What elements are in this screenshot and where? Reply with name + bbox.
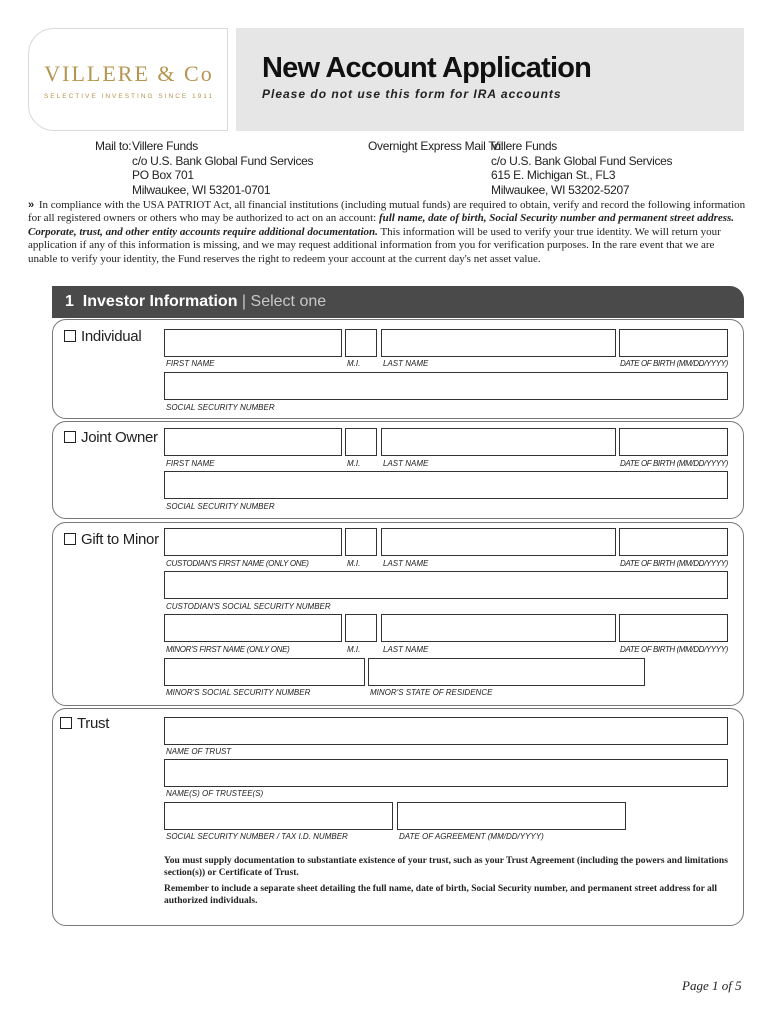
checkbox-icon[interactable] (60, 717, 72, 729)
joint-owner-option[interactable] (64, 429, 158, 446)
custodian-dob-input[interactable] (619, 528, 728, 556)
minor-last-name-input[interactable] (381, 614, 616, 642)
section-header (52, 286, 744, 318)
double-chevron-icon: » (28, 199, 35, 211)
minor-first-name-input[interactable] (164, 614, 342, 642)
field-label: M.I. (347, 559, 361, 568)
section-name: Investor Information (82, 293, 238, 310)
compliance-notice (28, 199, 746, 266)
minor-state-input[interactable] (368, 658, 645, 686)
field-label: LAST NAME (383, 559, 429, 568)
field-label: SOCIAL SECURITY NUMBER (166, 502, 275, 511)
trust-label: Trust (77, 715, 110, 732)
overnight-line: Villere Funds (491, 139, 557, 153)
overnight-line: c/o U.S. Bank Global Fund Services (491, 153, 673, 168)
gift-to-minor-label: Gift to Minor (81, 531, 159, 548)
checkbox-icon[interactable] (64, 431, 76, 443)
custodian-last-name-input[interactable] (381, 528, 616, 556)
trust-authorized-note: Remember to include a separate sheet detailing the full name, date of birth, Social Security number, and permanent street address for all authorized individuals. (164, 884, 718, 906)
gift-to-minor-option[interactable] (64, 531, 159, 548)
compliance-text-end: This information will be used to verify your true identity. We will return your application if any of this information is missing, and we may request additional information from you for verification purposes. In the rare event that we are unable to verify your identity, the Fund reserves the right to redeem your account at the current day's net asset value. (28, 225, 721, 265)
section-number: 1 (65, 293, 74, 310)
mail-to-label: Mail to: (95, 139, 132, 153)
trustees-input[interactable] (164, 759, 728, 787)
trust-ssn-input[interactable] (164, 802, 393, 830)
individual-label: Individual (81, 328, 142, 345)
field-label: LAST NAME (383, 645, 429, 654)
field-label: FIRST NAME (166, 359, 215, 368)
compliance-emphasis: full name, date of birth, Social Security number and permanent street address. Corporate, trust, and other entity accounts require additional documentation. (28, 212, 735, 238)
individual-dob-input[interactable] (619, 329, 728, 357)
field-label: DATE OF BIRTH (MM/DD/YYYY) (620, 359, 728, 368)
joint-mi-input[interactable] (345, 428, 377, 456)
checkbox-icon[interactable] (64, 533, 76, 545)
field-label: CUSTODIAN'S FIRST NAME (ONLY ONE) (166, 559, 309, 568)
overnight-line: 615 E. Michigan St., FL3 (491, 168, 616, 182)
agreement-date-input[interactable] (397, 802, 626, 830)
section-title: 1 Investor Information | Select one (65, 293, 327, 310)
field-label: MINOR'S FIRST NAME (ONLY ONE) (166, 645, 290, 654)
field-label: DATE OF AGREEMENT (MM/DD/YYYY) (399, 832, 544, 841)
field-label: NAME OF TRUST (166, 747, 232, 756)
trust-option[interactable] (60, 715, 109, 732)
custodian-ssn-input[interactable] (164, 571, 728, 599)
trust-name-input[interactable] (164, 717, 728, 745)
overnight-label: Overnight Express Mail To: (368, 139, 504, 153)
individual-ssn-input[interactable] (164, 372, 728, 400)
field-label: M.I. (347, 459, 361, 468)
page-title: New Account Application (262, 52, 592, 84)
individual-last-name-input[interactable] (381, 329, 616, 357)
field-label: DATE OF BIRTH (MM/DD/YYYY) (620, 459, 728, 468)
joint-dob-input[interactable] (619, 428, 728, 456)
logo-tagline: SELECTIVE INVESTING SINCE 1911 (43, 93, 215, 100)
checkbox-icon[interactable] (64, 330, 76, 342)
field-label: MINOR'S SOCIAL SECURITY NUMBER (166, 688, 311, 697)
page-number: Page 1 of 5 (682, 978, 742, 993)
custodian-first-name-input[interactable] (164, 528, 342, 556)
section-instruction: Select one (250, 293, 327, 310)
joint-ssn-input[interactable] (164, 471, 728, 499)
mail-line: PO Box 701 (132, 168, 194, 182)
joint-owner-label: Joint Owner (81, 429, 158, 446)
field-label: LAST NAME (383, 459, 429, 468)
compliance-text: In compliance with the USA PATRIOT Act, all financial institutions (including mutual funds) are required to obtain, verify and record the following information for all registered owners or others who may be authorized to act on an account: (28, 199, 746, 225)
individual-first-name-input[interactable] (164, 329, 342, 357)
joint-last-name-input[interactable] (381, 428, 616, 456)
individual-mi-input[interactable] (345, 329, 377, 357)
joint-first-name-input[interactable] (164, 428, 342, 456)
minor-dob-input[interactable] (619, 614, 728, 642)
field-label: DATE OF BIRTH (MM/DD/YYYY) (620, 645, 728, 654)
field-label: NAME(S) OF TRUSTEE(S) (166, 789, 264, 798)
mail-line: Villere Funds (132, 139, 198, 153)
field-label: SOCIAL SECURITY NUMBER / TAX I.D. NUMBER (166, 832, 348, 841)
mail-to-address (132, 139, 313, 197)
overnight-address (491, 139, 672, 197)
field-label: M.I. (347, 359, 361, 368)
field-label: DATE OF BIRTH (MM/DD/YYYY) (620, 559, 728, 568)
custodian-mi-input[interactable] (345, 528, 377, 556)
logo-wordmark: VILLERE & Co (44, 61, 214, 86)
field-label: M.I. (347, 645, 361, 654)
minor-ssn-input[interactable] (164, 658, 365, 686)
page-subtitle: Please do not use this form for IRA accounts (262, 87, 562, 101)
individual-option[interactable] (64, 328, 141, 345)
mail-line: c/o U.S. Bank Global Fund Services (132, 153, 314, 168)
field-label: SOCIAL SECURITY NUMBER (166, 403, 275, 412)
mail-line: Milwaukee, WI 53201-0701 (132, 182, 271, 197)
field-label: CUSTODIAN'S SOCIAL SECURITY NUMBER (166, 602, 331, 611)
trust-documentation-note: You must supply documentation to substantiate existence of your trust, such as your Trust Agreement (including the powers and limitations section(s)) or Certificate of Trust. (164, 856, 728, 878)
field-label: LAST NAME (383, 359, 429, 368)
field-label: FIRST NAME (166, 459, 215, 468)
overnight-line: Milwaukee, WI 53202-5207 (491, 182, 630, 197)
logo (28, 28, 228, 131)
field-label: MINOR'S STATE OF RESIDENCE (370, 688, 493, 697)
minor-mi-input[interactable] (345, 614, 377, 642)
